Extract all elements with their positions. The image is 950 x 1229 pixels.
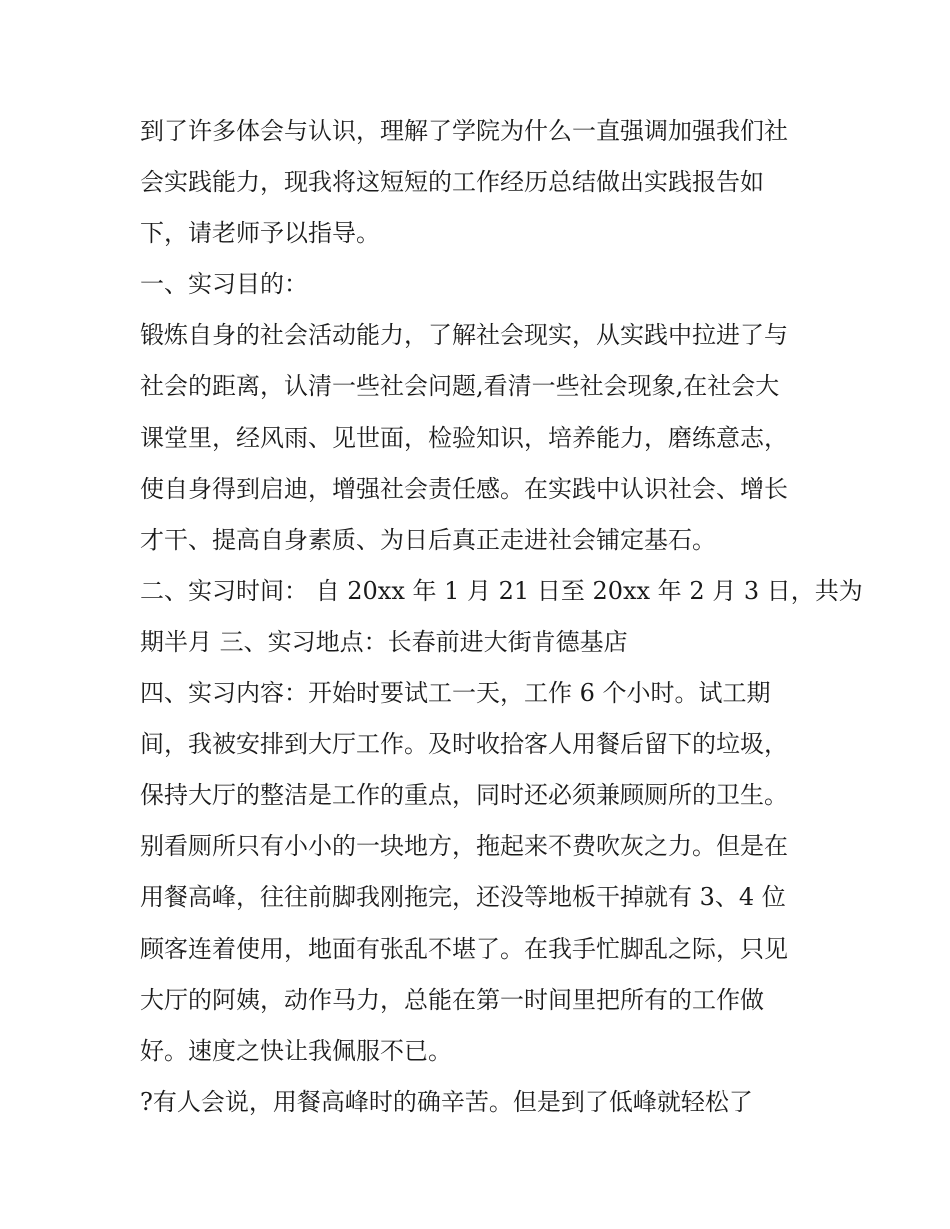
section-heading-time: 二、实习时间： 自 20xx 年 1 月 21 日至 20xx 年 2 月 3 日，共为 bbox=[140, 576, 863, 605]
text-line-8: 使自身得到启迪，增强社会责任感。在实践中认识社会、增长 bbox=[140, 474, 788, 503]
text-line-1: 到了许多体会与认识，理解了学院为什么一直强调加强我们社 bbox=[140, 117, 788, 145]
text-line-17: 顾客连着使用，地面有张乱不堪了。在我手忙脚乱之际，只见 bbox=[140, 934, 788, 963]
section-heading-location: 期半月 三、实习地点：长春前进大街肯德基店 bbox=[140, 627, 628, 656]
text-line-16: 用餐高峰，往往前脚我刚拖完，还没等地板干掉就有 3、4 位 bbox=[140, 883, 786, 912]
text-line-18: 大厅的阿姨，动作马力，总能在第一时间里把所有的工作做 bbox=[140, 985, 764, 1014]
section-heading-purpose: 一、实习目的： bbox=[140, 270, 308, 299]
text-line-9: 才干、提高自身素质、为日后真正走进社会铺定基石。 bbox=[140, 525, 716, 554]
text-line-6: 社会的距离，认清一些社会问题,看清一些社会现象,在社会大 bbox=[140, 372, 780, 401]
text-line-5: 锻炼自身的社会活动能力，了解社会现实，从实践中拉进了与 bbox=[140, 321, 788, 350]
text-line-3: 下，请老师予以指导。 bbox=[140, 219, 380, 248]
text-line-13: 间，我被安排到大厅工作。及时收拾客人用餐后留下的垃圾， bbox=[140, 730, 788, 759]
body-text bbox=[140, 106, 863, 1128]
section-heading-content: 四、实习内容：开始时要试工一天，工作 6 个小时。试工期 bbox=[140, 679, 771, 708]
text-line-19: 好。速度之快让我佩服不已。 bbox=[140, 1036, 452, 1065]
text-line-20: ?有人会说，用餐高峰时的确辛苦。但是到了低峰就轻松了 bbox=[140, 1087, 753, 1116]
text-line-15: 别看厕所只有小小的一块地方，拖起来不费吹灰之力。但是在 bbox=[140, 832, 788, 861]
text-line-2: 会实践能力，现我将这短短的工作经历总结做出实践报告如 bbox=[140, 168, 764, 197]
text-line-14: 保持大厅的整洁是工作的重点，同时还必须兼顾厕所的卫生。 bbox=[140, 781, 788, 810]
text-line-7: 课堂里，经风雨、见世面，检验知识，培养能力，磨练意志， bbox=[140, 423, 788, 452]
